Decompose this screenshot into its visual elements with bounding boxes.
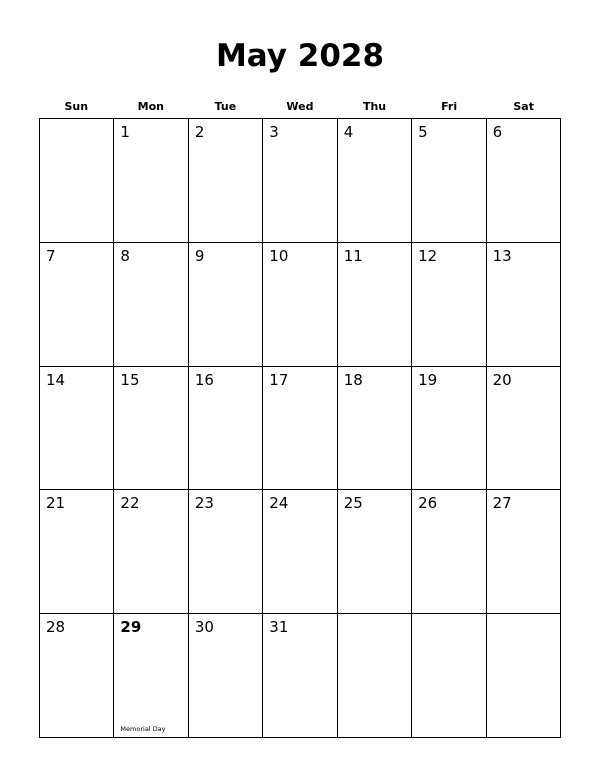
day-cell xyxy=(487,367,561,491)
day-cell xyxy=(412,243,486,367)
day-cell xyxy=(189,243,263,367)
day-cell xyxy=(114,119,188,243)
empty-day-cell xyxy=(338,614,412,738)
day-number: 12 xyxy=(418,246,438,265)
day-number: 14 xyxy=(46,370,66,389)
day-number: 20 xyxy=(492,370,512,389)
day-cell xyxy=(189,367,263,491)
weekday-label: Mon xyxy=(137,100,165,113)
day-number: 29 xyxy=(120,618,142,637)
day-cell xyxy=(263,367,337,491)
day-number: 17 xyxy=(269,370,289,389)
day-cell xyxy=(412,119,486,243)
day-number: 26 xyxy=(418,494,438,513)
day-number: 7 xyxy=(46,246,56,265)
day-cell xyxy=(412,490,486,614)
day-cell xyxy=(40,243,114,367)
day-cell xyxy=(189,614,263,738)
day-number: 15 xyxy=(120,370,140,389)
day-number: 6 xyxy=(492,123,503,141)
day-cell xyxy=(40,367,114,491)
day-cell xyxy=(338,490,412,614)
day-number: 8 xyxy=(120,246,130,265)
day-cell xyxy=(40,614,114,738)
day-number: 3 xyxy=(269,123,279,141)
weekday-label: Tue xyxy=(214,100,237,113)
day-cell xyxy=(189,119,263,243)
empty-day-cell xyxy=(487,614,561,738)
day-number: 4 xyxy=(343,123,354,141)
weekday-header xyxy=(39,99,561,115)
day-cell xyxy=(263,243,337,367)
day-number: 19 xyxy=(418,370,438,389)
day-number: 30 xyxy=(194,618,214,637)
day-cell xyxy=(40,490,114,614)
day-cell xyxy=(338,243,412,367)
day-number: 1 xyxy=(120,123,130,141)
day-number: 5 xyxy=(418,123,428,141)
day-number: 28 xyxy=(46,618,66,637)
day-cell xyxy=(263,614,337,738)
weekday-label: Wed xyxy=(286,100,314,113)
day-number: 27 xyxy=(492,494,512,513)
day-number: 21 xyxy=(46,494,66,513)
day-cell xyxy=(487,243,561,367)
day-number: 31 xyxy=(269,618,289,637)
weekday-label: Sat xyxy=(513,100,534,113)
day-number: 2 xyxy=(194,123,205,141)
weekday-label: Thu xyxy=(362,100,387,113)
day-number: 25 xyxy=(343,494,363,513)
day-number: 22 xyxy=(120,494,140,513)
weekday-label: Sun xyxy=(64,100,89,113)
day-number: 23 xyxy=(194,494,214,513)
day-cell xyxy=(114,367,188,491)
day-number: 10 xyxy=(269,246,289,265)
day-cell xyxy=(263,119,337,243)
day-cell xyxy=(487,490,561,614)
day-cell xyxy=(114,614,188,738)
day-cell xyxy=(487,119,561,243)
day-cell xyxy=(338,367,412,491)
empty-day-cell xyxy=(40,119,114,243)
day-cell xyxy=(412,367,486,491)
day-cell xyxy=(338,119,412,243)
day-cell xyxy=(189,490,263,614)
day-number: 24 xyxy=(269,494,289,513)
calendar-grid xyxy=(39,118,561,738)
day-number: 11 xyxy=(343,246,363,265)
empty-day-cell xyxy=(412,614,486,738)
weekday-label: Fri xyxy=(441,100,458,113)
holiday-label: Memorial Day xyxy=(120,725,166,733)
day-number: 18 xyxy=(343,370,363,389)
day-number: 16 xyxy=(194,370,214,389)
page-title: May 2028 xyxy=(215,38,385,74)
day-cell xyxy=(263,490,337,614)
day-number: 13 xyxy=(492,246,512,265)
day-cell xyxy=(114,243,188,367)
day-number: 9 xyxy=(194,246,205,265)
day-cell xyxy=(114,490,188,614)
